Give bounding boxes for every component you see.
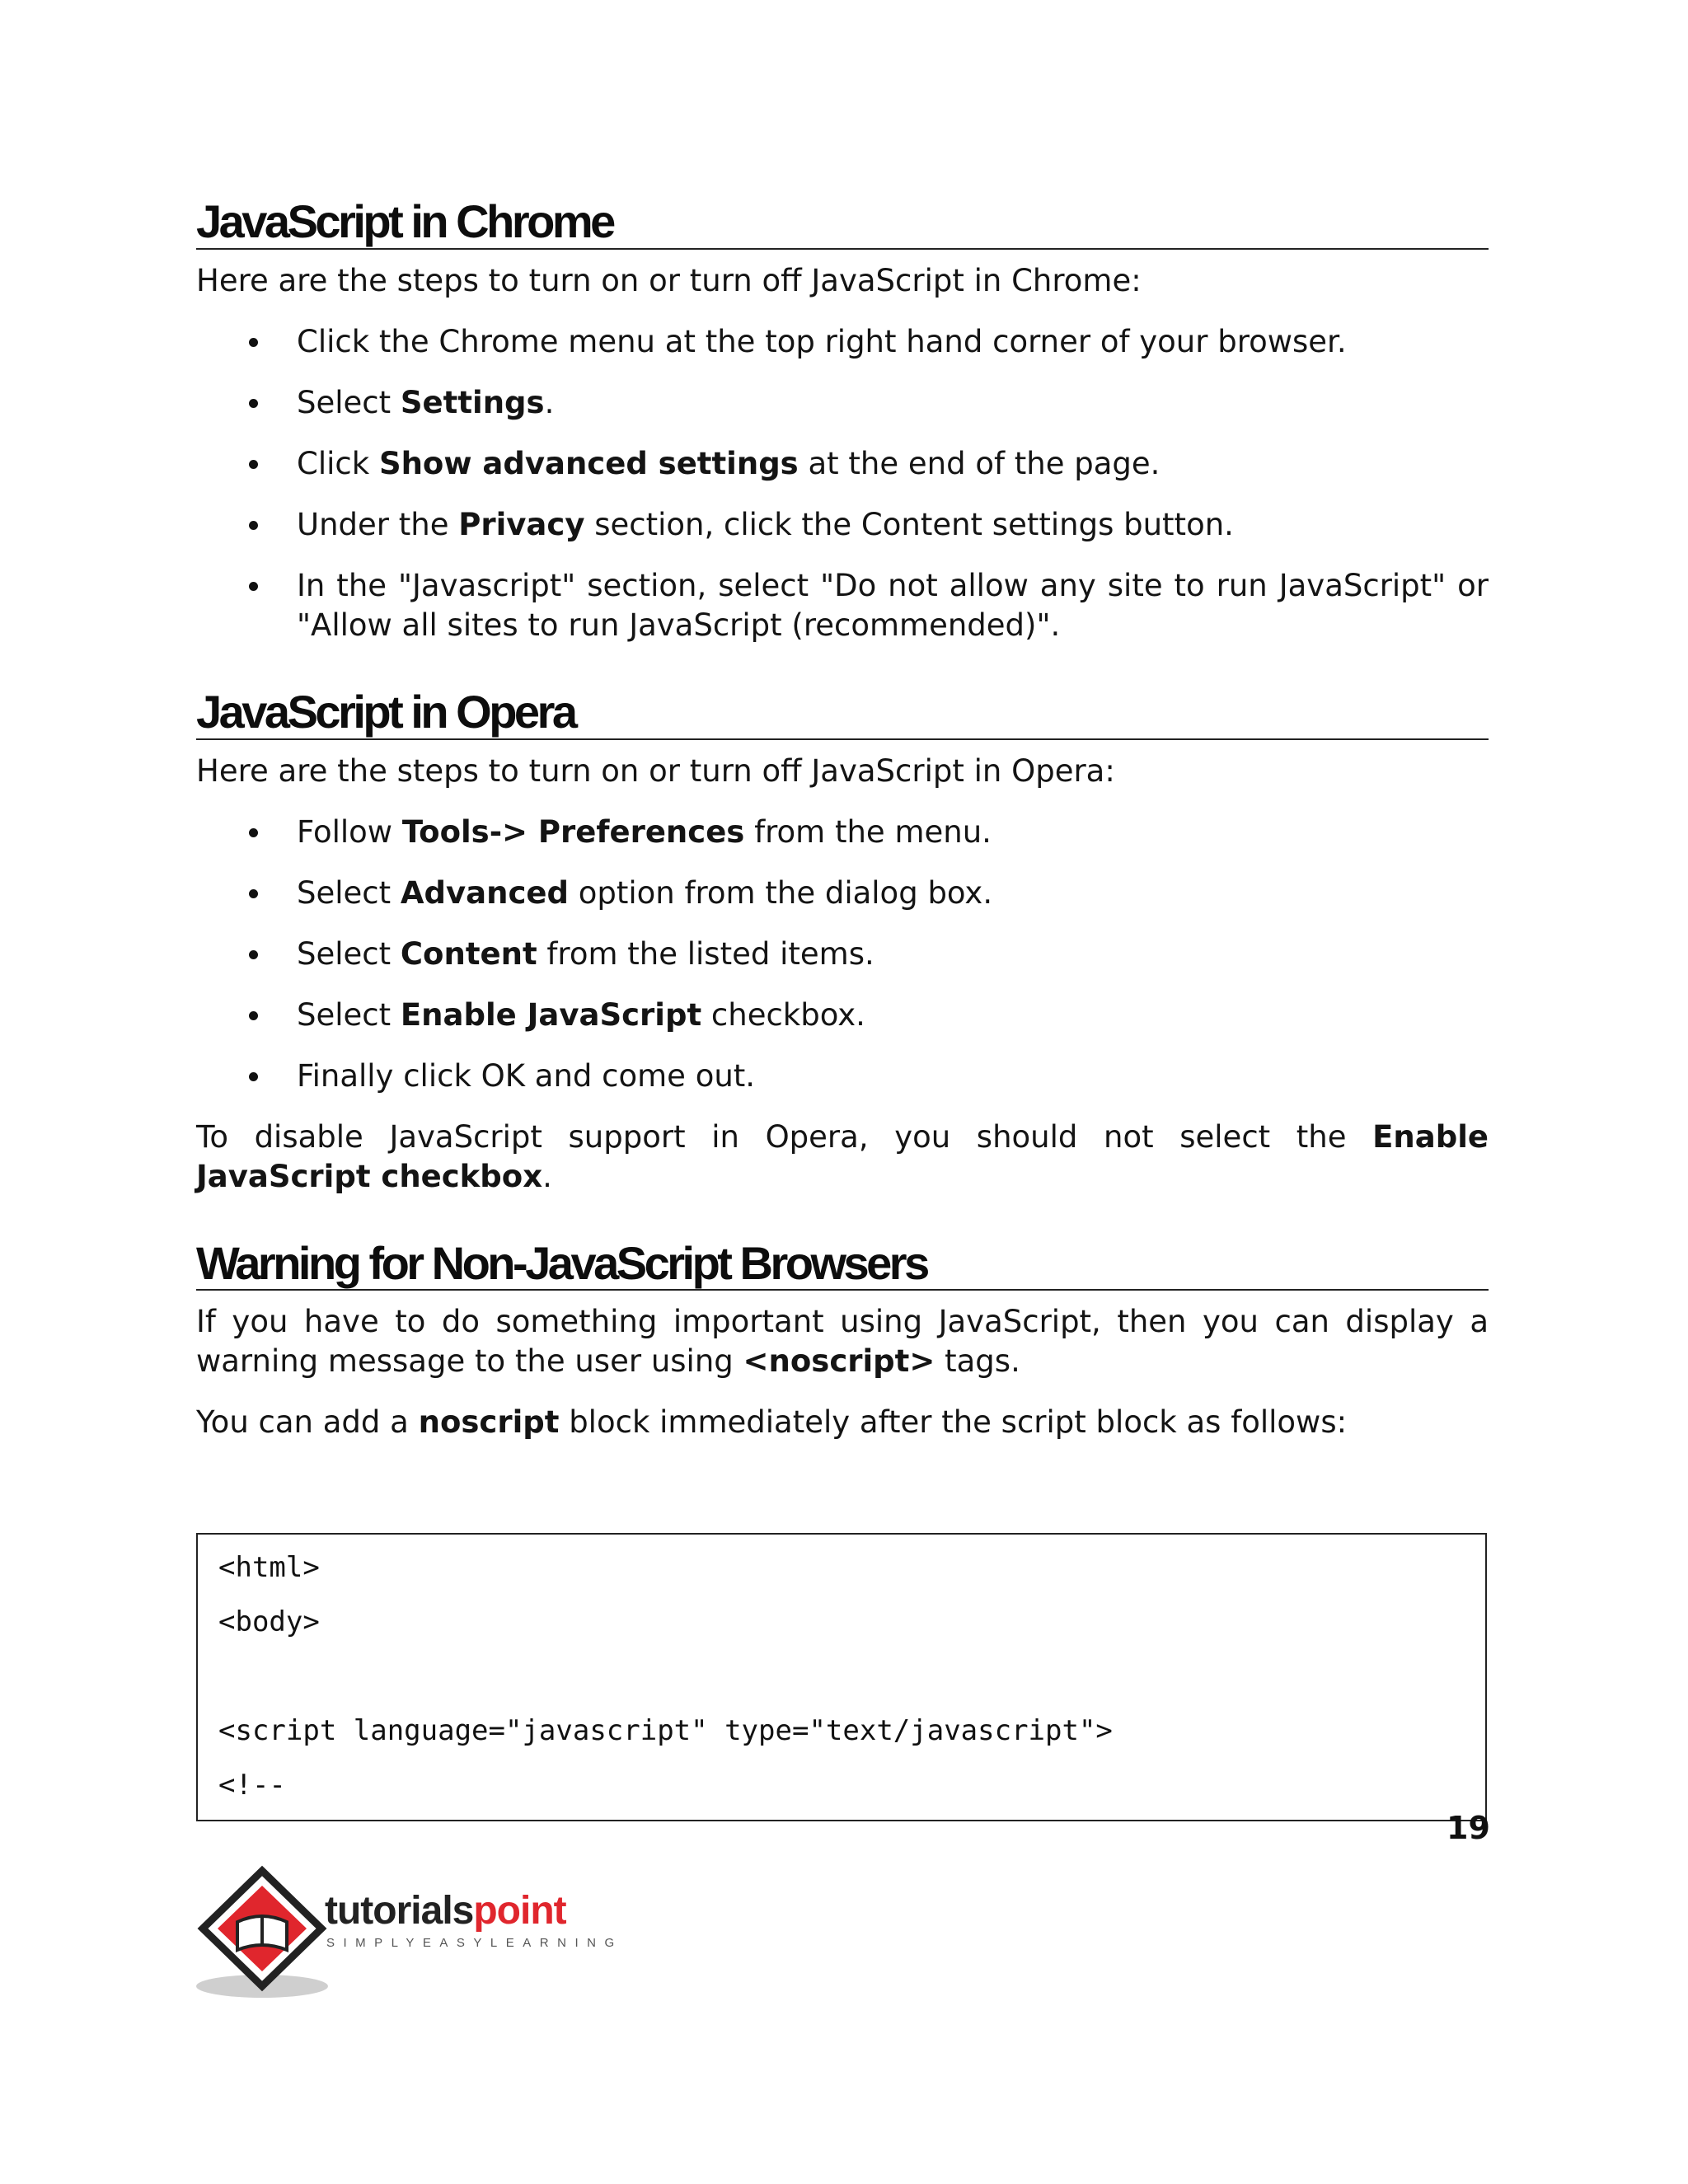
- section-heading-warning: Warning for Non-JavaScript Browsers: [196, 1240, 1489, 1291]
- code-line: <script language="javascript" type="text/javascript">: [218, 1714, 1113, 1747]
- list-item: Select Advanced option from the dialog box.: [196, 874, 1489, 913]
- chrome-intro: Here are the steps to turn on or turn off JavaScript in Chrome:: [196, 262, 1142, 298]
- chrome-steps-list: [196, 322, 1489, 645]
- opera-steps-list: [196, 813, 1489, 1096]
- bullet-icon: [249, 828, 258, 837]
- bullet-icon: [249, 521, 258, 530]
- bullet-icon: [249, 1072, 258, 1081]
- code-line: <body>: [218, 1605, 320, 1638]
- list-item: Click the Chrome menu at the top right hand corner of your browser.: [196, 322, 1489, 362]
- code-line: <!--: [218, 1769, 286, 1802]
- list-item: Finally click OK and come out.: [196, 1057, 1489, 1096]
- section-heading-chrome: JavaScript in Chrome: [196, 198, 1489, 250]
- bullet-icon: [249, 460, 258, 469]
- list-item: Select Settings.: [196, 383, 1489, 423]
- list-item: Select Enable JavaScript checkbox.: [196, 996, 1489, 1035]
- code-line: <html>: [218, 1551, 320, 1584]
- opera-disable-note: To disable JavaScript support in Opera, you should not select the Enable JavaScript checkbox.: [196, 1118, 1489, 1194]
- tutorialspoint-logo: [196, 1864, 641, 2013]
- logo-text-main: tutorials: [325, 1889, 474, 1933]
- bullet-icon: [249, 950, 258, 959]
- bullet-icon: [249, 338, 258, 347]
- logo-tagline: SIMPLYEASYLEARNING: [326, 1936, 623, 1950]
- bullet-icon: [249, 399, 258, 408]
- bullet-icon: [249, 582, 258, 591]
- page-number: 19: [1447, 1810, 1490, 1846]
- logo-text: [325, 1889, 567, 1933]
- list-item: Follow Tools-> Preferences from the menu.: [196, 813, 1489, 852]
- list-item: Click Show advanced settings at the end of the page.: [196, 444, 1489, 484]
- list-item: Under the Privacy section, click the Content settings button.: [196, 505, 1489, 545]
- code-block: [196, 1533, 1487, 1821]
- list-item: In the "Javascript" section, select "Do not allow any site to run JavaScript" or "Allow all sites to run JavaScript (recommended)".: [196, 566, 1489, 645]
- opera-intro: Here are the steps to turn on or turn off JavaScript in Opera:: [196, 752, 1115, 789]
- bullet-icon: [249, 889, 258, 898]
- noscript-paragraph: You can add a noscript block immediately after the script block as follows:: [196, 1404, 1348, 1441]
- document-page: [196, 0, 1489, 1442]
- section-heading-opera: JavaScript in Opera: [196, 688, 1489, 740]
- list-item: Select Content from the listed items.: [196, 935, 1489, 974]
- warning-paragraph: If you have to do something important using JavaScript, then you can display a warning message to the user using <noscript> tags.: [196, 1304, 1489, 1380]
- logo-text-accent: point: [473, 1889, 566, 1933]
- bullet-icon: [249, 1011, 258, 1020]
